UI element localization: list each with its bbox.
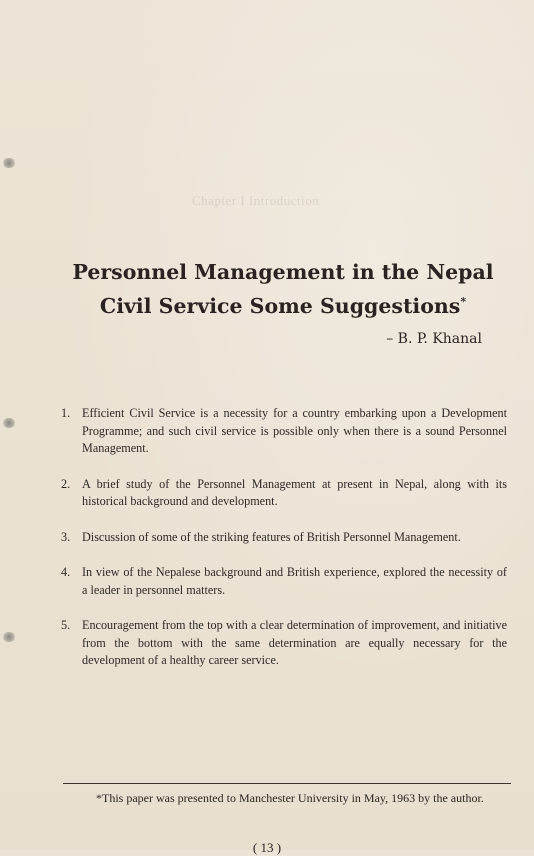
page-title bbox=[40, 258, 526, 321]
page-number: ( 13 ) bbox=[252, 840, 282, 855]
author-byline: – B. P. Khanal bbox=[386, 331, 482, 347]
suggestion-list bbox=[61, 405, 507, 670]
title-line-1: Personnel Management in the Nepal bbox=[72, 260, 494, 284]
punch-hole-mark bbox=[2, 418, 16, 428]
item-number: 3. bbox=[61, 529, 71, 544]
item-text: Efficient Civil Service is a necessity for a country embarking upon a Development Programme; and such civil service is possible only when there is a sound Personnel Management. bbox=[82, 406, 507, 455]
punch-hole-mark bbox=[2, 632, 16, 642]
item-number: 1. bbox=[61, 406, 71, 420]
item-number: 5. bbox=[61, 618, 71, 632]
list-item bbox=[61, 529, 507, 547]
punch-hole-mark bbox=[2, 158, 16, 168]
footnote-divider bbox=[63, 783, 511, 784]
item-number: 4. bbox=[61, 565, 71, 579]
footnote-marker: * bbox=[460, 295, 467, 308]
item-text: Encouragement from the top with a clear determination of improvement, and initiative from the bottom with the same determination are equally necessary for the development of a healthy career service. bbox=[82, 618, 507, 667]
title-line-2-text: Civil Service Some Suggestions bbox=[99, 293, 461, 318]
item-text: In view of the Nepalese background and British experience, explored the necessity of a leader in personnel matters. bbox=[82, 565, 507, 597]
list-item bbox=[61, 617, 507, 670]
title-line-2 bbox=[40, 287, 526, 321]
item-text: Discussion of some of the striking features of British Personnel Management. bbox=[82, 529, 461, 544]
show-through-text: Chapter I Introduction bbox=[192, 193, 320, 208]
list-item bbox=[61, 564, 507, 599]
footnote: *This paper was presented to Manchester University in May, 1963 by the author. bbox=[96, 791, 484, 805]
item-text: A brief study of the Personnel Management at present in Nepal, along with its historical background and development. bbox=[82, 476, 507, 508]
list-item bbox=[61, 476, 507, 511]
list-item bbox=[61, 405, 507, 458]
item-number: 2. bbox=[61, 476, 71, 491]
